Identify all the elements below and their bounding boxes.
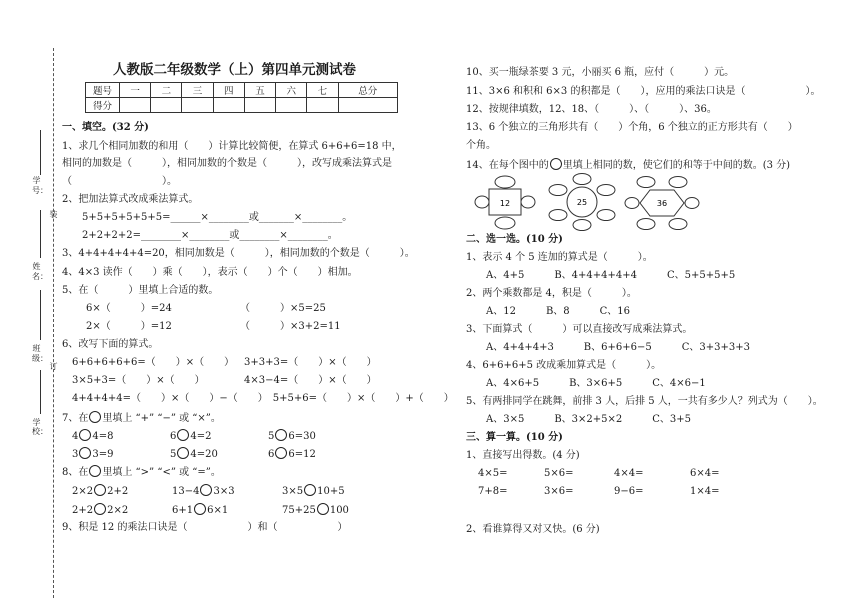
- q4-text: 4、4×3 读作（ ）乘（ ），表示（ ）个（ ）相加。: [62, 267, 358, 278]
- section-2-heading: 二、选一选。(10 分): [466, 234, 563, 245]
- answer-circle[interactable]: [79, 429, 91, 441]
- margin-label-xue: 学: [32, 176, 41, 185]
- calc-item: 1×4=: [690, 486, 720, 497]
- choice-3-question: 3、下面算式（ ）可以直接改写成乘法算式。: [466, 324, 693, 335]
- page-title: 人教版二年级数学（上）第四单元测试卷: [113, 62, 356, 78]
- margin-label-school: 学校：: [32, 418, 48, 436]
- calc-item: 5×6=: [544, 468, 574, 479]
- calc-item: 4×4=: [614, 468, 644, 479]
- section-3-heading: 三、算一算。(10 分): [466, 432, 563, 443]
- q2-line-b: 2+2+2+2=________×________或________×________。: [82, 230, 338, 241]
- calc-item: 4×5=: [478, 468, 508, 479]
- q2-text: 2、把加法算式改成乘法算式。: [62, 194, 199, 205]
- answer-circle[interactable]: [94, 484, 106, 496]
- score-entry[interactable]: [307, 98, 338, 113]
- choice-1-options: A、4+5 B、4+4+4+4+4 C、5+5+5+5: [486, 270, 736, 281]
- answer-circle[interactable]: [177, 429, 189, 441]
- calc-2-title: 2、看谁算得又对又快。(6 分): [466, 524, 600, 535]
- choice-1-question: 1、表示 4 个 5 连加的算式是（ ）。: [466, 252, 653, 263]
- blank-circle-icon: [550, 158, 562, 170]
- margin-label-hao: 号：: [32, 186, 48, 195]
- score-entry[interactable]: [182, 98, 213, 113]
- calc-item: 6×4=: [690, 468, 720, 479]
- score-entry[interactable]: [120, 98, 151, 113]
- margin-label-ban: 班: [32, 344, 41, 353]
- q8-item: 3×5 10+5: [282, 486, 345, 497]
- q8-prefix: 8、在: [62, 467, 89, 478]
- blank-circle-icon: [89, 411, 101, 423]
- margin-mark-ding: 订: [49, 362, 58, 371]
- score-entry[interactable]: [151, 98, 182, 113]
- choice-4-question: 4、6+6+6+5 改成乘加算式是（ ）。: [466, 360, 662, 371]
- q1-line-a: 1、求几个相同加数的和用（ ）计算比较简便，在算式 6+6+6=18 中，: [62, 141, 402, 152]
- margin-label-ji: 级：: [32, 354, 48, 363]
- margin-line-school: [40, 370, 41, 414]
- calc-item: 3×6=: [544, 486, 574, 497]
- blank-circle-icon: [89, 465, 101, 477]
- q7-item: 6 6=12: [268, 449, 316, 460]
- q13-line-b: 个角。: [466, 140, 496, 151]
- q9-text: 9、积是 12 的乘法口诀是（ ）和（ ）: [62, 522, 348, 533]
- margin-label-ming: 名：: [32, 272, 48, 281]
- q7-item: 5 6=30: [268, 431, 316, 442]
- margin-line-class: [40, 290, 41, 340]
- q6-item-b2: 4×3−4=（ ）×（ ）: [244, 375, 377, 386]
- calc-item: 9−6=: [614, 486, 644, 497]
- q6-item-b1: 3×5+3=（ ）×（ ）: [72, 375, 205, 386]
- q14-suffix: 里填上相同的数，使它们的和等于中间的数。(3 分): [562, 160, 791, 171]
- q7-item: 4 4=8: [72, 431, 114, 442]
- score-cell: 三: [182, 83, 213, 98]
- choice-3-options: A、4+4+4+3 B、6+6+6−5 C、3+3+3+3: [486, 342, 750, 353]
- score-cell: 七: [307, 83, 338, 98]
- q8-item: 13−4 3×3: [172, 486, 235, 497]
- q14-figure-square: [474, 174, 536, 230]
- choice-2-question: 2、两个乘数都是 4，积是（ ）。: [466, 288, 637, 299]
- margin-label-xing: 姓: [32, 262, 41, 271]
- q7-item: 6 4=2: [170, 431, 212, 442]
- score-table: [85, 82, 398, 113]
- q13-line-a: 13、6 个独立的三角形共有（ ）个角，6 个独立的正方形共有（ ）: [466, 122, 798, 133]
- q6-text: 6、改写下面的算式。: [62, 339, 159, 350]
- answer-circle[interactable]: [177, 447, 189, 459]
- choice-5-question: 5、有两排同学在跳舞，前排 3 人，后排 5 人，一共有多少人？列式为（ ）。: [466, 396, 823, 407]
- fig-square-center: 12: [499, 199, 511, 208]
- score-cell: 题号: [86, 83, 120, 98]
- binding-dashed-line: [53, 48, 54, 598]
- choice-2-options: A、12 B、8 C、16: [486, 306, 631, 317]
- q8-item: 6+1 6×1: [172, 505, 229, 516]
- q7-item: 5 4=20: [170, 449, 218, 460]
- calc-1-title: 1、直接写出得数。(4 分): [466, 450, 580, 461]
- score-entry[interactable]: [213, 98, 244, 113]
- score-entry[interactable]: [338, 98, 397, 113]
- answer-circle[interactable]: [200, 484, 212, 496]
- score-cell: 二: [151, 83, 182, 98]
- q6-item-a1: 6+6+6+6+6=（ ）×（ ）: [72, 357, 235, 368]
- q5-item-a1: 6×（ ）=24: [86, 303, 172, 314]
- answer-circle[interactable]: [304, 484, 316, 496]
- q8-item: 75+25 100: [282, 505, 349, 516]
- q10-text: 10、买一瓶绿茶要 3 元，小丽买 6 瓶，应付（ ）元。: [466, 67, 735, 78]
- q5-item-b1: 2×（ ）=12: [86, 321, 172, 332]
- q8-item: 2×2 2+2: [72, 486, 129, 497]
- q7-item: 3 3=9: [72, 449, 114, 460]
- answer-circle[interactable]: [94, 503, 106, 515]
- margin-line-id: [40, 130, 41, 175]
- q2-line-a: 5+5+5+5+5+5=______×________或_______×________。: [82, 212, 353, 223]
- score-cell: 六: [276, 83, 307, 98]
- q7-suffix: 里填上 “+” “−” 或 “×”。: [102, 413, 221, 424]
- section-1-heading: 一、填空。(32 分): [62, 122, 149, 133]
- fig-circle-center: 25: [576, 198, 588, 207]
- choice-4-options: A、4×6+5 B、3×6+5 C、4×6−1: [486, 378, 706, 389]
- score-entry[interactable]: [276, 98, 307, 113]
- score-cell: 得分: [86, 98, 120, 113]
- choice-5-options: A、3×5 B、3×2+5×2 C、3+5: [486, 414, 692, 425]
- answer-circle[interactable]: [317, 503, 329, 515]
- q1-line-b: 相同的加数是（ ），相同加数的个数是（ ），改写成乘法算式是: [62, 158, 392, 169]
- q3-text: 3、4+4+4+4+4=20，相同加数是（ ），相同加数的个数是（ ）。: [62, 248, 415, 259]
- calc-item: 7+8=: [478, 486, 508, 497]
- answer-circle[interactable]: [79, 447, 91, 459]
- q11-text: 11、3×6 和积和 6×3 的积都是（ ），应用的乘法口诀是（ ）。: [466, 86, 821, 97]
- q8-text: [62, 465, 221, 479]
- score-cell: 总分: [338, 83, 397, 98]
- q5-text: 5、在（ ）里填上合适的数。: [62, 285, 219, 296]
- q14-figure-hexagon: [624, 174, 700, 232]
- q14-figure-circle: [546, 172, 618, 232]
- q6-item-c: 4+4+4+4=（ ）×（ ）−（ ） 5+5+6=（ ）×（ ）+（ ）: [72, 393, 454, 404]
- q14-text: [466, 158, 790, 172]
- q5-item-b2: （ ）×3+2=11: [240, 321, 341, 332]
- q8-suffix: 里填上 “>” “<” 或 “=”。: [102, 467, 221, 478]
- q14-prefix: 14、在每个图中的: [466, 160, 549, 171]
- q8-item: 2+2 2×2: [72, 505, 129, 516]
- margin-line-name: [40, 210, 41, 258]
- score-cell: 五: [244, 83, 275, 98]
- fig-hexagon-center: 36: [656, 199, 668, 208]
- answer-circle[interactable]: [194, 503, 206, 515]
- score-table-header-row: [86, 83, 398, 98]
- q7-text: [62, 411, 221, 425]
- score-cell: 四: [213, 83, 244, 98]
- margin-mark-zhuang: 装: [49, 210, 58, 219]
- score-table-score-row: [86, 98, 398, 113]
- q7-prefix: 7、在: [62, 413, 89, 424]
- answer-circle[interactable]: [275, 429, 287, 441]
- score-cell: 一: [120, 83, 151, 98]
- answer-circle[interactable]: [275, 447, 287, 459]
- q12-text: 12、按规律填数，12、18、（ ）、（ ）、36。: [466, 104, 717, 115]
- score-entry[interactable]: [244, 98, 275, 113]
- q6-item-a2: 3+3+3=（ ）×（ ）: [244, 357, 377, 368]
- q1-line-c: （ ）。: [62, 176, 177, 187]
- q5-item-a2: （ ）×5=25: [240, 303, 326, 314]
